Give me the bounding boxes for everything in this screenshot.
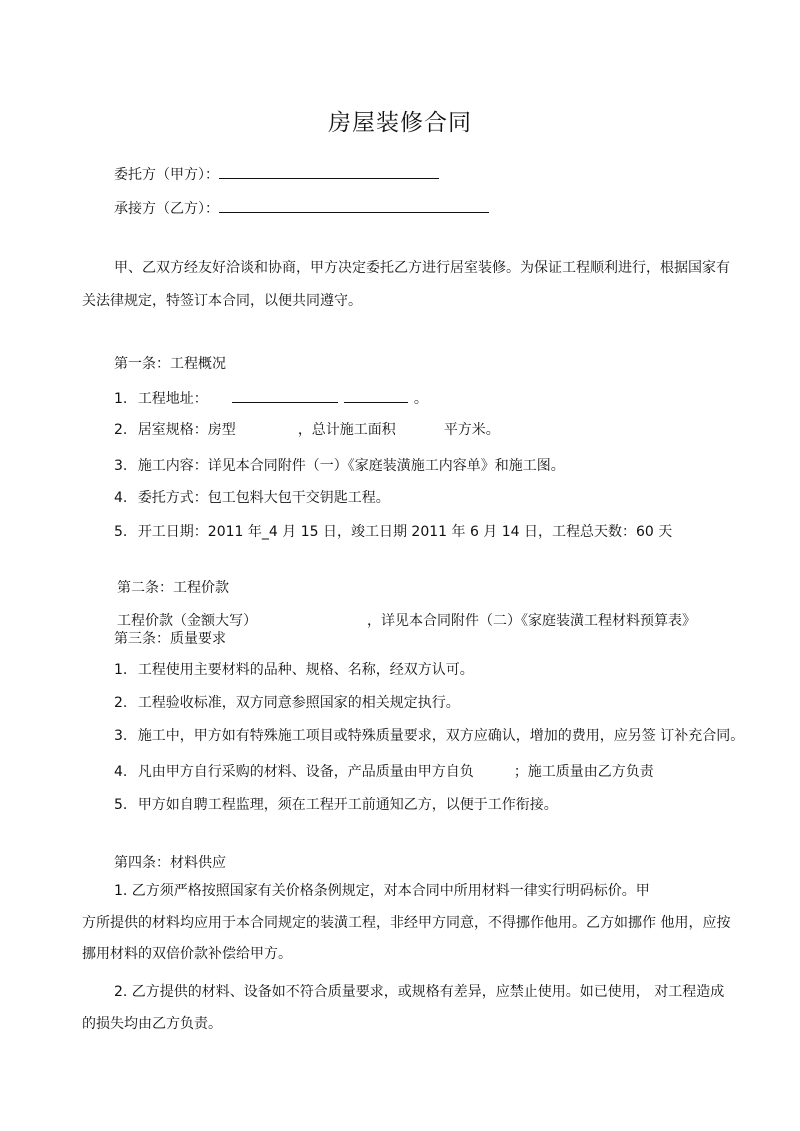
article-2-heading: 第二条：工程价款 (117, 580, 229, 596)
page-title: 房屋装修合同 (328, 110, 472, 136)
price-rest: ，详见本合同附件（二）《家庭装潢工程材料预算表》 (367, 613, 696, 629)
address-label: 工程地址： (137, 391, 208, 407)
party-b-label: 承接方（乙方）： (114, 201, 219, 217)
item-number: 5. (114, 797, 128, 813)
article-4-p1-line-3: 挪用材料的双倍价款补偿给甲方。 (82, 946, 292, 962)
intro-line-2: 关法律规定，特签订本合同，以便共同遵守。 (82, 293, 362, 309)
article-1-heading: 第一条：工程概况 (114, 356, 226, 372)
article-3-item-5 (114, 795, 558, 815)
article-1-item-1 (114, 388, 428, 409)
item-text: 开工日期：2011 年_4 月 15 日，竣工日期 2011 年 6 月 14 日，工程总天数：60 天 (137, 524, 673, 540)
address-blank-1 (232, 388, 338, 403)
article-2-price-line (117, 611, 696, 631)
article-3-item-2 (114, 693, 460, 713)
item-number: 4. (114, 764, 128, 780)
item-text: 工程使用主要材料的品种、规格、名称，经双方认可。 (137, 662, 474, 678)
article-3-item-1 (114, 660, 474, 680)
item-text: 工程验收标准，双方同意参照国家的相关规定执行。 (137, 695, 460, 711)
article-1-item-5 (114, 522, 672, 542)
item-text: 施工中，甲方如有特殊施工项目或特殊质量要求，双方应确认，增加的费用，应另签 订补充合同。 (137, 728, 745, 744)
article-4-p2-line-2: 的损失均由乙方负责。 (82, 1016, 222, 1032)
article-4-p1-line-1: 1. 乙方须严格按照国家有关价格条例规定，对本合同中所用材料一律实行明码标价。甲 (114, 883, 650, 899)
article-4-heading: 第四条：材料供应 (114, 855, 226, 871)
item-text-a: 凡由甲方自行采购的材料、设备，产品质量由甲方自负 (137, 764, 474, 780)
address-end: 。 (413, 391, 428, 407)
party-a-blank (219, 164, 439, 179)
address-blank-2 (344, 388, 408, 403)
room-type-label: 居室规格：房型 (137, 422, 236, 438)
article-4-p1-line-2: 方所提供的材料均应用于本合同规定的装潢工程，非经甲方同意，不得挪作他用。乙方如挪作 他用，应按 (82, 915, 731, 931)
article-3-heading: 第三条：质量要求 (114, 631, 226, 647)
article-3-item-4 (114, 762, 654, 782)
article-3-item-3 (114, 726, 744, 746)
intro-line-1: 甲、乙双方经友好洽谈和协商，甲方决定委托乙方进行居室装修。为保证工程顺利进行，根据国家有 (114, 260, 730, 276)
item-number: 5. (114, 524, 128, 540)
item-text: 委托方式：包工包料大包干交钥匙工程。 (137, 490, 390, 506)
article-4-p2-line-1: 2. 乙方提供的材料、设备如不符合质量要求，或规格有差异，应禁止使用。如已使用， 对工程造成 (114, 984, 725, 1000)
article-1-item-2 (114, 420, 500, 440)
item-number: 2. (114, 422, 128, 438)
item-number: 4. (114, 490, 128, 506)
item-number: 1. (114, 391, 128, 407)
area-label: ，总计施工面积 (297, 422, 396, 438)
item-number: 3. (114, 728, 128, 744)
party-b-line (114, 198, 489, 219)
item-number: 2. (114, 695, 128, 711)
item-text: 施工内容：详见本合同附件（一）《家庭装潢施工内容单》和施工图。 (137, 458, 565, 474)
item-number: 1. (114, 662, 128, 678)
article-1-item-4 (114, 488, 390, 508)
item-number: 3. (114, 458, 128, 474)
party-a-label: 委托方（甲方）： (114, 167, 219, 183)
price-label: 工程价款（金额大写） (117, 613, 257, 629)
article-1-item-3 (114, 456, 565, 476)
item-text: 甲方如自聘工程监理，须在工程开工前通知乙方，以便于工作衔接。 (137, 797, 558, 813)
party-a-line (114, 164, 439, 185)
area-unit: 平方米。 (443, 422, 500, 438)
party-b-blank (219, 198, 489, 213)
item-text-b: ；施工质量由乙方负责 (513, 764, 654, 780)
